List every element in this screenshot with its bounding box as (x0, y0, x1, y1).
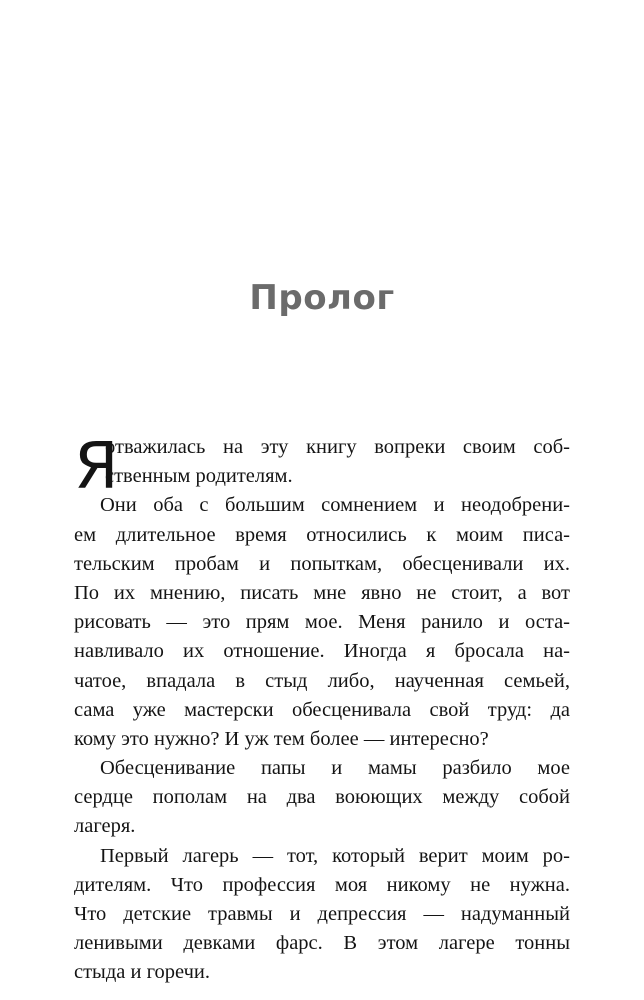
text-line: сердце пополам на два воюющих между собой (74, 786, 570, 809)
text-line: чатое, впадала в стыд либо, наученная семьей, (74, 669, 570, 692)
text-line: отважилась на эту книгу вопреки своим соб- (105, 436, 570, 458)
chapter-title: Пролог (249, 278, 395, 318)
text-line: тельским пробам и попыткам, обесценивали их. (74, 552, 570, 575)
text-line: Что детские травмы и депрессия — надуманный (74, 903, 570, 925)
text-line: дителям. Что профессия моя никому не нужна. (74, 873, 570, 896)
text-line: стыда и горечи. (74, 961, 210, 984)
text-line: Обесценивание папы и мамы разбило мое (100, 757, 570, 780)
drop-cap: Я (74, 430, 119, 504)
text-line: рисовать — это прям мое. Меня ранило и оста- (74, 611, 570, 634)
text-line: навливало их отношение. Иногда я бросала на- (74, 640, 570, 663)
text-line: ленивыми девками фарс. В этом лагере тонны (74, 932, 570, 955)
text-line: ем длительное время относились к моим писа- (74, 523, 570, 546)
text-line: По их мнению, писать мне явно не стоит, а вот (74, 581, 570, 604)
text-line: сама уже мастерски обесценивала свой труд: да (74, 698, 570, 721)
prologue-text (74, 430, 570, 988)
text-line: кому это нужно? И уж тем более — интересно? (74, 727, 489, 750)
text-line: Первый лагерь — тот, который верит моим ро- (100, 844, 570, 867)
text-line: Они оба с большим сомнением и неодобрени- (100, 494, 570, 517)
text-line: лагеря. (74, 815, 136, 838)
text-line: ственным родителям. (105, 465, 293, 488)
